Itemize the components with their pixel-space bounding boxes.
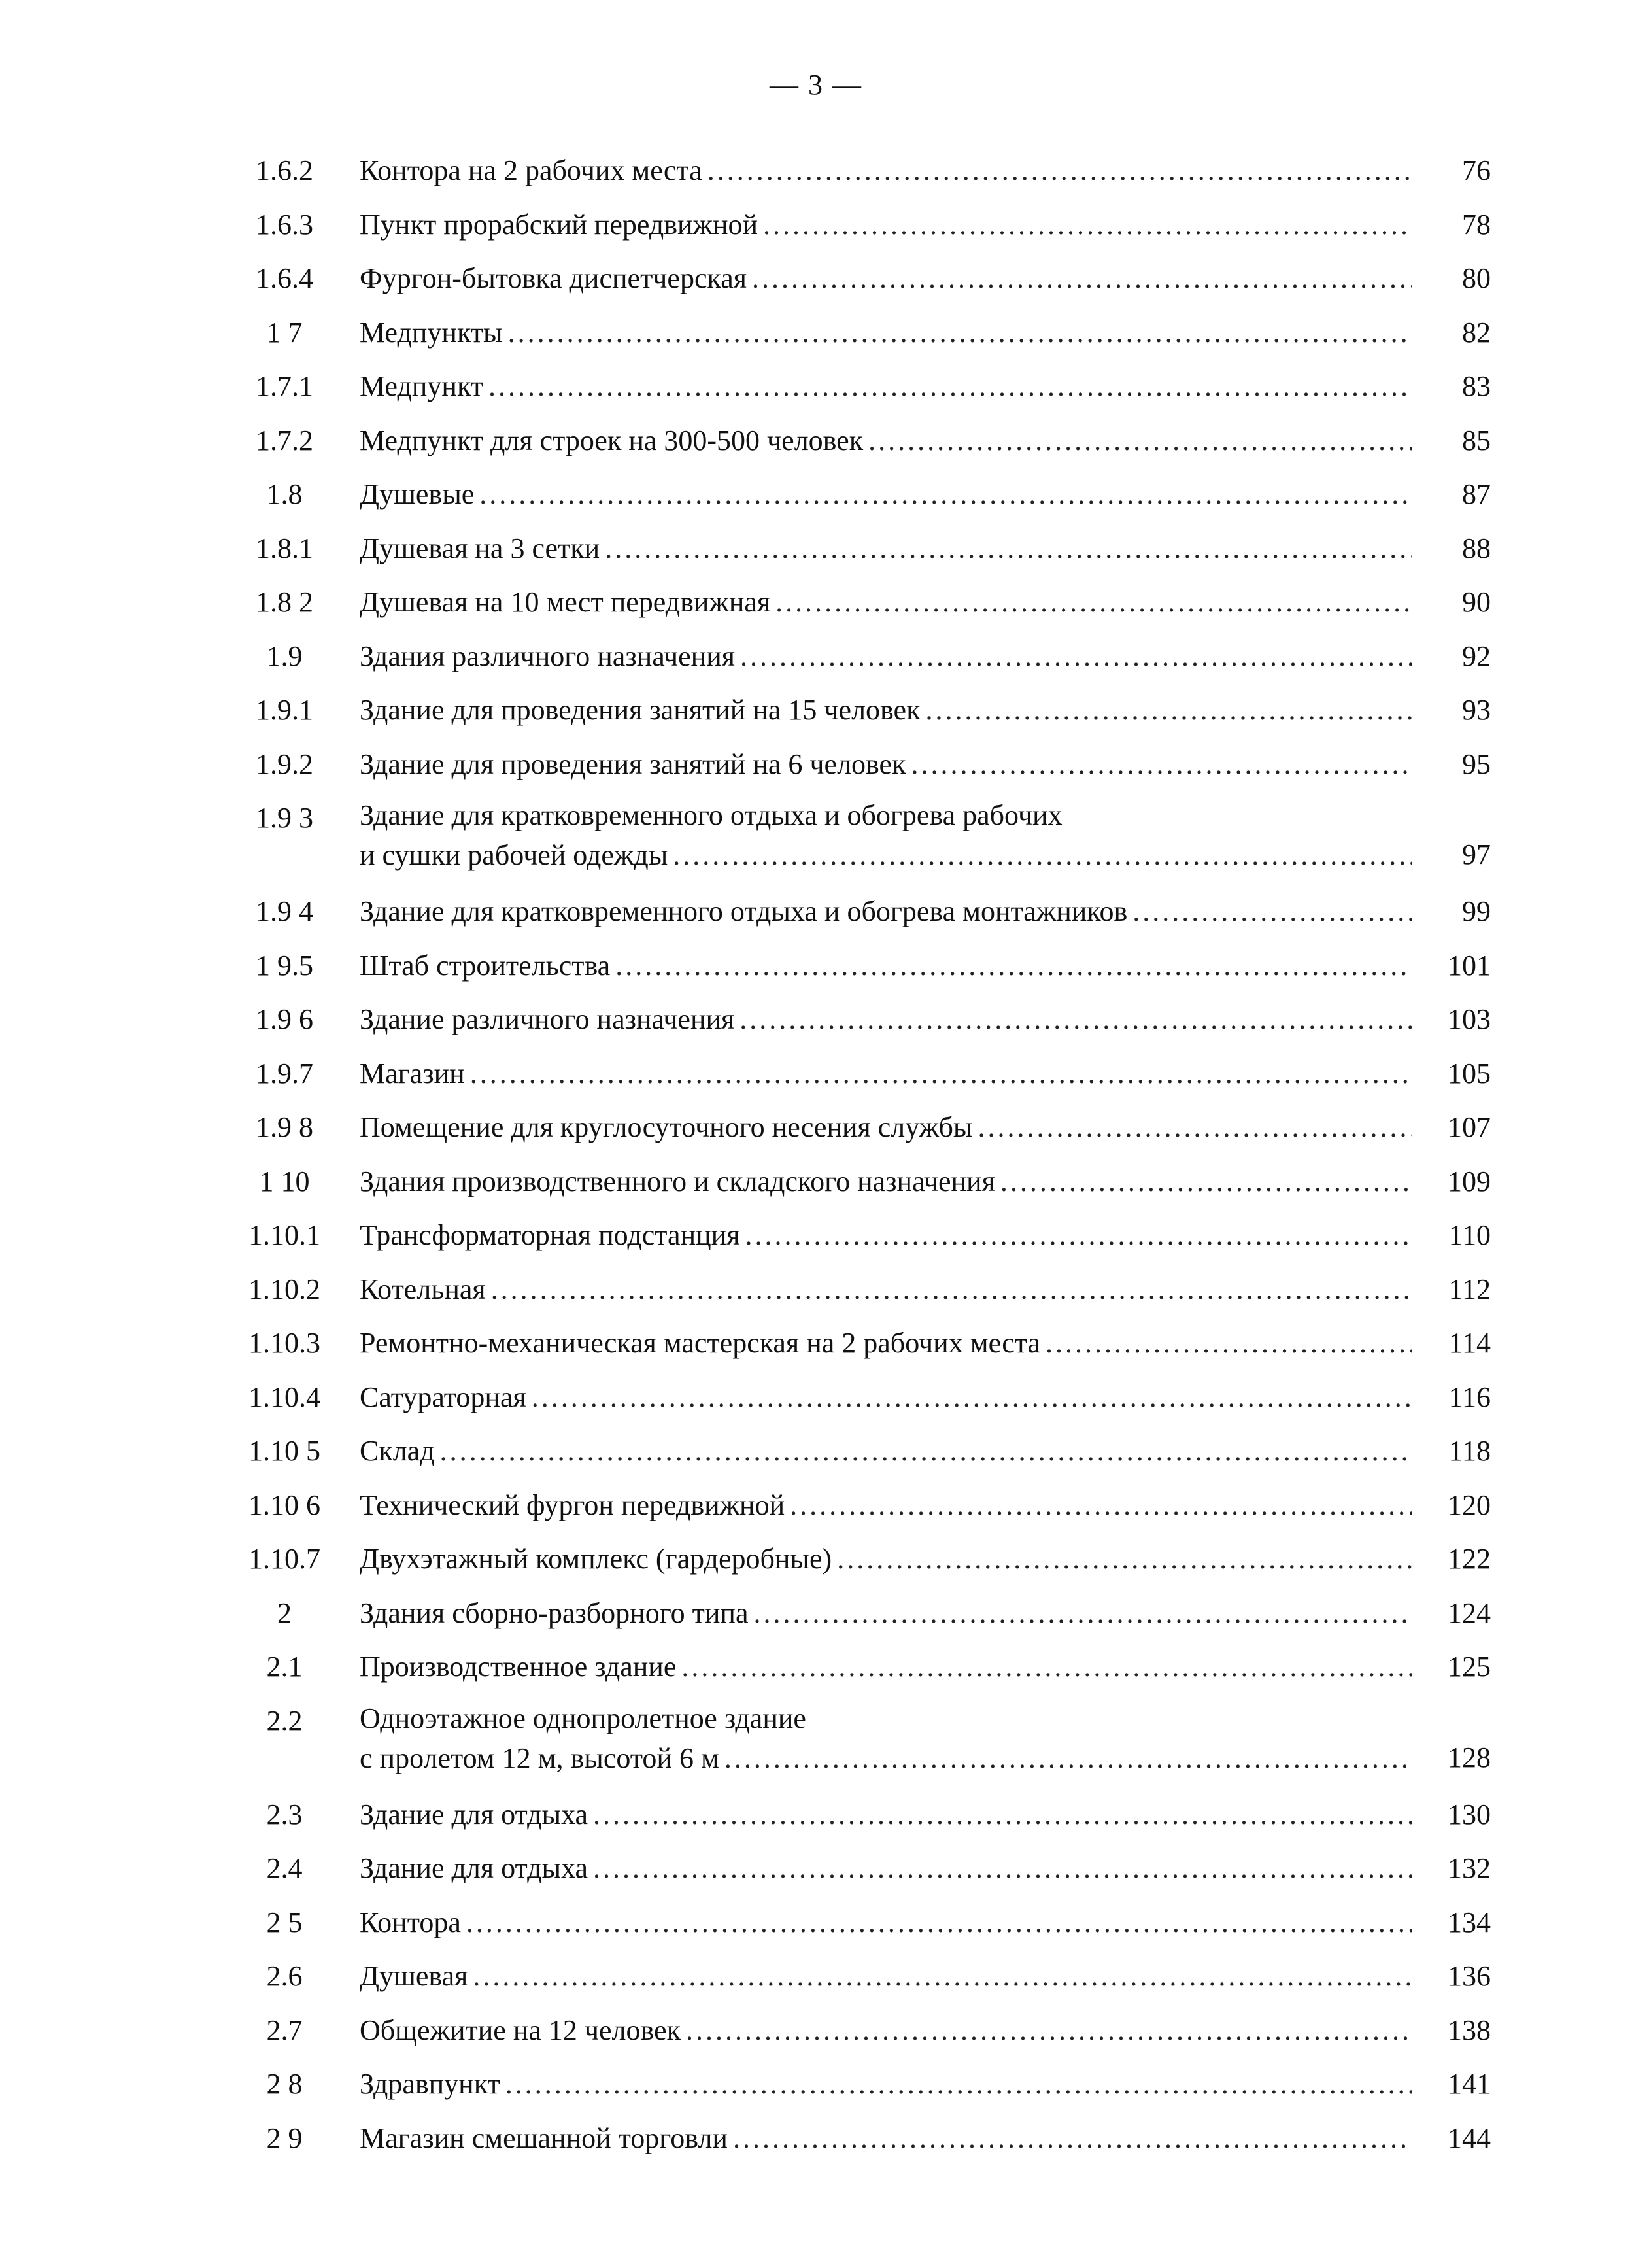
toc-entry-number: 2.3 — [266, 1798, 303, 1830]
toc-entry-title: Штаб строительства — [360, 949, 611, 982]
toc-entry-title: Производственное здание — [360, 1651, 677, 1683]
toc-entry-page: 138 — [1448, 2014, 1491, 2046]
toc-entry-number: 1.6.3 — [256, 208, 313, 241]
toc-entry-page: 85 — [1462, 424, 1491, 456]
toc-entry-title: Здания производственного и складского назначения — [360, 1165, 995, 1197]
toc-leader-dots — [505, 2065, 1412, 2104]
toc-entry-number: 1.8.1 — [256, 532, 313, 564]
toc-entry-title: Здание для отдыха — [360, 1852, 588, 1884]
toc-leader-dots — [752, 259, 1412, 298]
toc-entry-title: Котельная — [360, 1273, 486, 1305]
toc-entry-title: Сатураторная — [360, 1381, 526, 1413]
toc-entry-number: 1.9 6 — [256, 1003, 313, 1035]
toc-entry-title: Помещение для круглосуточного несения службы — [360, 1111, 973, 1143]
toc-leader-dots — [775, 583, 1412, 622]
toc-entry[interactable] — [235, 630, 1491, 684]
toc-entry-page: 128 — [1448, 1741, 1491, 1774]
toc-entry-number: 1.7.1 — [256, 370, 313, 402]
toc-leader-dots — [1046, 1324, 1412, 1363]
toc-entry-title: Здания сборно-разборного типа — [360, 1596, 749, 1629]
toc-entry-title: Магазин — [360, 1057, 465, 1090]
toc-entry-number: 1.9 4 — [256, 895, 313, 927]
toc-entry[interactable] — [235, 1101, 1491, 1155]
toc-entry-page: 136 — [1448, 1960, 1491, 1992]
toc-entry-title: Контора — [360, 1906, 461, 1938]
toc-entry-title: Здание для кратковременного отдыха и обогрева монтажников — [360, 895, 1128, 927]
toc-entry-number: 1.8 2 — [256, 586, 313, 618]
toc-leader-dots — [925, 691, 1412, 730]
toc-entry-page: 122 — [1448, 1543, 1491, 1575]
toc-entry-number: 1.10 5 — [248, 1435, 320, 1467]
toc-entry-title: Душевая — [360, 1960, 468, 1992]
toc-entry[interactable] — [235, 683, 1491, 738]
toc-entry-number: 1.10 6 — [248, 1488, 320, 1521]
toc-entry[interactable] — [235, 1479, 1491, 1533]
toc-entry-page: 99 — [1462, 895, 1491, 927]
toc-entry[interactable] — [235, 993, 1491, 1047]
toc-entry-title: Медпункт для строек на 300-500 человек — [360, 424, 864, 456]
toc-entry[interactable] — [235, 738, 1491, 792]
toc-entry-title-line1: Здание для кратковременного отдыха и обогрева рабочих — [360, 799, 1062, 831]
toc-entry-title-line2: и сушки рабочей одежды — [360, 839, 668, 871]
toc-entry[interactable] — [235, 1842, 1491, 1896]
toc-entry[interactable] — [235, 1263, 1491, 1317]
toc-entry-page: 114 — [1448, 1327, 1491, 1359]
toc-entry-page: 105 — [1448, 1057, 1491, 1090]
toc-entry-title: Трансформаторная подстанция — [360, 1219, 740, 1251]
toc-entry-number: 2.2 — [266, 1704, 303, 1737]
toc-entry-number: 1.9 8 — [256, 1111, 313, 1143]
toc-entry-title: Общежитие на 12 человек — [360, 2014, 681, 2046]
toc-entry-page: 109 — [1448, 1165, 1491, 1197]
toc-leader-dots — [707, 151, 1412, 190]
toc-entry-page: 97 — [1462, 838, 1491, 870]
toc-entry-number: 1.10.1 — [248, 1219, 320, 1251]
toc-leader-dots — [593, 1795, 1412, 1834]
toc-entry[interactable] — [235, 1316, 1491, 1371]
toc-entry-page: 92 — [1462, 640, 1491, 672]
toc-entry-page: 141 — [1448, 2068, 1491, 2100]
toc-entry-page: 132 — [1448, 1852, 1491, 1884]
toc-entry-page: 76 — [1462, 154, 1491, 186]
toc-entry-title: Двухэтажный комплекс (гардеробные) — [360, 1543, 832, 1575]
toc-entry[interactable] — [235, 1155, 1491, 1209]
toc-entry-title-line2: с пролетом 12 м, высотой 6 м — [360, 1742, 719, 1774]
toc-entry-number: 2.7 — [266, 2014, 303, 2046]
toc-entry[interactable] — [235, 1694, 1491, 1788]
toc-entry-title: Душевая на 3 сетки — [360, 532, 600, 564]
toc-entry-title: Склад — [360, 1435, 435, 1467]
toc-entry-page: 134 — [1448, 1906, 1491, 1938]
toc-entry-page: 124 — [1448, 1596, 1491, 1629]
toc-entry-title: Душевая на 10 мест передвижная — [360, 586, 771, 618]
toc-leader-dots — [491, 1270, 1412, 1309]
toc-leader-dots — [1132, 892, 1412, 931]
toc-entry[interactable] — [235, 198, 1491, 252]
toc-entry-number: 1.10.3 — [248, 1327, 320, 1359]
toc-entry-title: Медпункты — [360, 316, 503, 349]
toc-entry-page: 103 — [1448, 1003, 1491, 1035]
toc-leader-dots — [681, 1647, 1412, 1687]
toc-entry-page: 88 — [1462, 532, 1491, 564]
toc-leader-dots — [479, 475, 1412, 514]
toc-entry-page: 125 — [1448, 1651, 1491, 1683]
toc-entry-page: 112 — [1448, 1273, 1491, 1305]
toc-entry[interactable] — [235, 1788, 1491, 1842]
toc-entry-number: 1.6.4 — [256, 262, 313, 294]
toc-entry-title: Здание для отдыха — [360, 1798, 588, 1830]
toc-entry-number: 1.10.4 — [248, 1381, 320, 1413]
toc-entry[interactable] — [235, 1587, 1491, 1641]
toc-entry-page: 90 — [1462, 586, 1491, 618]
toc-entry-number: 1.10.7 — [248, 1543, 320, 1575]
page-number: — 3 — — [770, 69, 862, 101]
toc-entry[interactable] — [235, 306, 1491, 360]
toc-leader-dots — [740, 1000, 1412, 1039]
toc-leader-dots — [470, 1054, 1412, 1093]
toc-leader-dots — [1000, 1162, 1412, 1201]
toc-entry-title: Здравпункт — [360, 2068, 500, 2100]
toc-leader-dots — [740, 637, 1412, 676]
toc-entry[interactable] — [235, 144, 1491, 198]
toc-entry[interactable] — [235, 1371, 1491, 1425]
toc-leader-dots — [733, 2119, 1412, 2158]
toc-entry-number: 1.10.2 — [248, 1273, 320, 1305]
toc-entry-number: 2 — [277, 1596, 292, 1629]
toc-entry-page: 144 — [1448, 2122, 1491, 2154]
toc-leader-dots — [440, 1432, 1412, 1471]
toc-entry[interactable] — [235, 414, 1491, 468]
toc-entry-title: Здание для проведения занятий на 6 человек — [360, 747, 906, 780]
toc-entry-number: 1.9.7 — [256, 1057, 313, 1090]
toc-leader-dots — [673, 835, 1412, 875]
toc-entry[interactable] — [235, 2004, 1491, 2058]
toc-entry[interactable] — [235, 468, 1491, 522]
toc-entry-number: 1.7.2 — [256, 424, 313, 456]
toc-entry[interactable] — [235, 1896, 1491, 1950]
toc-leader-dots — [605, 529, 1412, 568]
toc-entry-page: 118 — [1448, 1435, 1491, 1467]
toc-entry-number: 2.1 — [266, 1651, 303, 1683]
toc-entry[interactable] — [235, 1640, 1491, 1694]
toc-entry[interactable] — [235, 2057, 1491, 2112]
toc-entry[interactable] — [235, 1209, 1491, 1263]
toc-leader-dots — [508, 313, 1412, 352]
toc-entry[interactable] — [235, 885, 1491, 939]
toc-entry-number: 2.6 — [266, 1960, 303, 1992]
toc-leader-dots — [911, 745, 1412, 784]
toc-entry[interactable] — [235, 1424, 1491, 1479]
toc-leader-dots — [763, 205, 1412, 245]
toc-leader-dots — [837, 1539, 1412, 1579]
toc-entry-title: Ремонтно-механическая мастерская на 2 рабочих места — [360, 1327, 1041, 1359]
toc-entry-title: Здание различного назначения — [360, 1003, 735, 1035]
toc-entry-page: 82 — [1462, 316, 1491, 349]
toc-entry-title: Душевые — [360, 478, 475, 510]
toc-entry-number: 1.9.2 — [256, 747, 313, 780]
toc-entry-page: 130 — [1448, 1798, 1491, 1830]
toc-entry-title: Пункт прорабский передвижной — [360, 208, 758, 241]
toc-leader-dots — [615, 946, 1412, 986]
toc-entry[interactable] — [235, 939, 1491, 993]
toc-entry[interactable] — [235, 576, 1491, 630]
toc-leader-dots — [868, 421, 1412, 460]
toc-leader-dots — [724, 1738, 1412, 1778]
toc-entry-title: Фургон-бытовка диспетчерская — [360, 262, 747, 294]
toc-entry[interactable] — [235, 1532, 1491, 1587]
toc-entry-title: Здания различного назначения — [360, 640, 735, 672]
toc-leader-dots — [754, 1594, 1413, 1633]
toc-entry-title: Медпункт — [360, 370, 483, 402]
toc-entry-page: 80 — [1462, 262, 1491, 294]
toc-entry[interactable] — [235, 1047, 1491, 1101]
toc-leader-dots — [473, 1957, 1412, 1996]
toc-entry-title-line1: Одноэтажное однопролетное здание — [360, 1702, 806, 1734]
toc-leader-dots — [790, 1486, 1412, 1525]
toc-entry-number: 2.4 — [266, 1852, 303, 1884]
toc-leader-dots — [466, 1903, 1412, 1942]
toc-leader-dots — [745, 1216, 1412, 1255]
toc-entry-number: 1.9 — [266, 640, 303, 672]
table-of-contents — [235, 144, 1491, 2165]
toc-entry-page: 93 — [1462, 694, 1491, 726]
toc-entry[interactable] — [235, 522, 1491, 576]
toc-entry-page: 120 — [1448, 1488, 1491, 1521]
toc-entry-page: 78 — [1462, 208, 1491, 241]
toc-entry[interactable] — [235, 791, 1491, 885]
toc-entry-number: 1 10 — [259, 1165, 310, 1197]
toc-entry-page: 95 — [1462, 747, 1491, 780]
toc-entry-page: 101 — [1448, 949, 1491, 982]
toc-entry[interactable] — [235, 1950, 1491, 2004]
toc-leader-dots — [978, 1108, 1412, 1147]
toc-entry-title: Здание для проведения занятий на 15 человек — [360, 694, 921, 726]
toc-entry-title: Магазин смешанной торговли — [360, 2122, 728, 2154]
toc-entry-page: 83 — [1462, 370, 1491, 402]
toc-leader-dots — [593, 1849, 1412, 1888]
toc-entry-number: 1.9 3 — [256, 802, 313, 834]
toc-entry-number: 1.8 — [266, 478, 303, 510]
toc-entry-number: 2 8 — [266, 2068, 303, 2100]
toc-entry-page: 87 — [1462, 478, 1491, 510]
toc-entry[interactable] — [235, 360, 1491, 414]
toc-entry-number: 1.9.1 — [256, 694, 313, 726]
toc-entry-number: 2 9 — [266, 2122, 303, 2154]
toc-entry-number: 1 9.5 — [256, 949, 313, 982]
toc-entry-number: 1.6.2 — [256, 154, 313, 186]
toc-leader-dots — [532, 1378, 1412, 1417]
toc-entry-page: 116 — [1448, 1381, 1491, 1413]
toc-entry-number: 1 7 — [266, 316, 303, 349]
toc-entry[interactable] — [235, 252, 1491, 306]
toc-leader-dots — [488, 367, 1412, 406]
toc-entry[interactable] — [235, 2112, 1491, 2166]
toc-entry-page: 107 — [1448, 1111, 1491, 1143]
toc-entry-page: 110 — [1448, 1219, 1491, 1251]
toc-entry-title: Контора на 2 рабочих места — [360, 154, 702, 186]
toc-entry-number: 2 5 — [266, 1906, 303, 1938]
toc-leader-dots — [686, 2011, 1412, 2050]
toc-entry-title: Технический фургон передвижной — [360, 1488, 785, 1521]
